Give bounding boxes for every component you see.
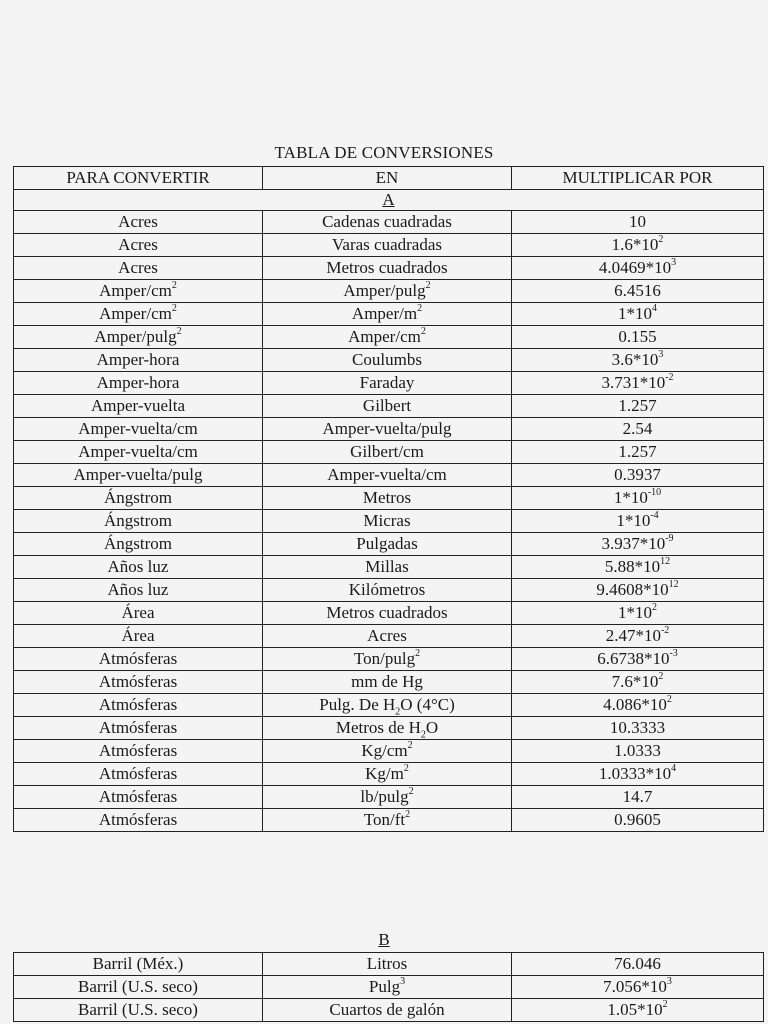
to-unit-cell: $Kg/cm^2$ (263, 740, 512, 763)
table-row (14, 533, 764, 556)
to-unit-cell: Cuartos de galón (263, 999, 512, 1022)
from-unit-cell: Amper/pulg$^2$ (14, 326, 263, 349)
table-row (14, 418, 764, 441)
table-row (14, 602, 764, 625)
table-row (14, 510, 764, 533)
factor-cell: 0.155 (512, 326, 764, 349)
from-unit-cell: Amper-vuelta/pulg (14, 464, 263, 487)
to-unit-cell: Varas cuadradas (263, 234, 512, 257)
to-unit-cell: Amper/$cm^2$ (263, 326, 512, 349)
table-row (14, 671, 764, 694)
to-unit-cell: Metros cuadrados (263, 602, 512, 625)
from-unit-cell: Años luz (14, 556, 263, 579)
from-unit-cell: Acres (14, 211, 263, 234)
table-row (14, 809, 764, 832)
factor-cell: 6.4516 (512, 280, 764, 303)
factor-cell: 0.3937 (512, 464, 764, 487)
to-unit-cell: Metros de $H_2O$ (263, 717, 512, 740)
header-para-convertir: PARA CONVERTIR (14, 167, 263, 190)
from-unit-cell: Acres (14, 234, 263, 257)
to-unit-cell: Amper/pulg$^2$ (263, 280, 512, 303)
table-row (14, 579, 764, 602)
table-row (14, 740, 764, 763)
from-unit-cell: Atmósferas (14, 671, 263, 694)
from-unit-cell: Acres (14, 257, 263, 280)
table-row (14, 763, 764, 786)
table-row (14, 349, 764, 372)
factor-cell: $1.6*10^2$ (512, 234, 764, 257)
table-row (14, 717, 764, 740)
from-unit-cell: Amper/$cm^2$ (14, 303, 263, 326)
from-unit-cell: Años luz (14, 579, 263, 602)
from-unit-cell: Barril (U.S. seco) (14, 999, 263, 1022)
table-row (14, 976, 764, 999)
header-row (14, 167, 764, 190)
to-unit-cell: Cadenas cuadradas (263, 211, 512, 234)
factor-cell: 14.7 (512, 786, 764, 809)
table-row (14, 303, 764, 326)
to-unit-cell: Micras (263, 510, 512, 533)
table-row (14, 999, 764, 1022)
section-a-row (14, 190, 764, 211)
from-unit-cell: Amper-vuelta (14, 395, 263, 418)
to-unit-cell: Amper-vuelta/cm (263, 464, 512, 487)
page-title: TABLA DE CONVERSIONES (274, 143, 494, 162)
section-a-body (14, 211, 764, 832)
conversion-table-a (13, 166, 764, 832)
from-unit-cell: Barril (U.S. seco) (14, 976, 263, 999)
table-row (14, 625, 764, 648)
factor-cell: $4.0469*10^3$ (512, 257, 764, 280)
to-unit-cell: $Kg/m^2$ (263, 763, 512, 786)
from-unit-cell: Área (14, 625, 263, 648)
factor-cell: 1.0333 (512, 740, 764, 763)
from-unit-cell: Ángstrom (14, 510, 263, 533)
section-b-body (14, 953, 764, 1022)
factor-cell: $3.937*10^{-9}$ (512, 533, 764, 556)
to-unit-cell: mm de Hg (263, 671, 512, 694)
factor-cell: $3.731*10^{-2}$ (512, 372, 764, 395)
table-row (14, 953, 764, 976)
from-unit-cell: Atmósferas (14, 740, 263, 763)
factor-cell: 76.046 (512, 953, 764, 976)
to-unit-cell: Amper-vuelta/pulg (263, 418, 512, 441)
from-unit-cell: Atmósferas (14, 694, 263, 717)
factor-cell: $1*10^2$ (512, 602, 764, 625)
factor-cell: $6.6738*10^{-3}$ (512, 648, 764, 671)
factor-cell: 0.9605 (512, 809, 764, 832)
from-unit-cell: Amper-vuelta/cm (14, 418, 263, 441)
to-unit-cell: Ton/pulg$^2$ (263, 648, 512, 671)
to-unit-cell: Metros (263, 487, 512, 510)
factor-cell: $5.88*10^{12}$ (512, 556, 764, 579)
from-unit-cell: Amper-hora (14, 349, 263, 372)
to-unit-cell: Litros (263, 953, 512, 976)
from-unit-cell: Barril (Méx.) (14, 953, 263, 976)
table-row (14, 464, 764, 487)
factor-cell: $1*10^{-4}$ (512, 510, 764, 533)
from-unit-cell: Atmósferas (14, 717, 263, 740)
table-row (14, 395, 764, 418)
from-unit-cell: Atmósferas (14, 763, 263, 786)
to-unit-cell: Gilbert (263, 395, 512, 418)
table-row (14, 441, 764, 464)
to-unit-cell: Acres (263, 625, 512, 648)
to-unit-cell: Faraday (263, 372, 512, 395)
factor-cell: $1.0333*10^4$ (512, 763, 764, 786)
to-unit-cell: Pulg$^3$ (263, 976, 512, 999)
section-b-letter: B (378, 930, 390, 949)
factor-cell: $1*10^{-10}$ (512, 487, 764, 510)
table-row (14, 280, 764, 303)
table-row (14, 786, 764, 809)
to-unit-cell: Amper/$m^2$ (263, 303, 512, 326)
from-unit-cell: Atmósferas (14, 809, 263, 832)
header-multiplicar-por: MULTIPLICAR POR (512, 167, 764, 190)
from-unit-cell: Atmósferas (14, 648, 263, 671)
from-unit-cell: Amper-hora (14, 372, 263, 395)
factor-cell: $2.47*10^{-2}$ (512, 625, 764, 648)
from-unit-cell: Área (14, 602, 263, 625)
table-row (14, 648, 764, 671)
to-unit-cell: lb/pulg$^2$ (263, 786, 512, 809)
table-row (14, 211, 764, 234)
to-unit-cell: Coulumbs (263, 349, 512, 372)
to-unit-cell: Metros cuadrados (263, 257, 512, 280)
table-row (14, 234, 764, 257)
from-unit-cell: Ángstrom (14, 487, 263, 510)
to-unit-cell: Gilbert/cm (263, 441, 512, 464)
to-unit-cell: Ton/$ft^2$ (263, 809, 512, 832)
table-row (14, 694, 764, 717)
table-row (14, 556, 764, 579)
section-a-letter: A (382, 190, 395, 209)
from-unit-cell: Atmósferas (14, 786, 263, 809)
factor-cell: 1.257 (512, 441, 764, 464)
to-unit-cell: Pulgadas (263, 533, 512, 556)
table-row (14, 372, 764, 395)
factor-cell: $1*10^4$ (512, 303, 764, 326)
factor-cell: 2.54 (512, 418, 764, 441)
factor-cell: $1.05*10^2$ (512, 999, 764, 1022)
factor-cell: $7.6*10^2$ (512, 671, 764, 694)
from-unit-cell: Ángstrom (14, 533, 263, 556)
from-unit-cell: Amper-vuelta/cm (14, 441, 263, 464)
from-unit-cell: Amper/$cm^2$ (14, 280, 263, 303)
factor-cell: $4.086*10^2$ (512, 694, 764, 717)
factor-cell: 10.3333 (512, 717, 764, 740)
factor-cell: $9.4608*10^{12}$ (512, 579, 764, 602)
table-row (14, 326, 764, 349)
factor-cell: $7.056*10^3$ (512, 976, 764, 999)
factor-cell: 1.257 (512, 395, 764, 418)
conversion-table-b (13, 952, 764, 1022)
to-unit-cell: Kilómetros (263, 579, 512, 602)
factor-cell: $3.6*10^3$ (512, 349, 764, 372)
to-unit-cell: Millas (263, 556, 512, 579)
to-unit-cell: Pulg. De $H_2O$ (4°C) (263, 694, 512, 717)
factor-cell: 10 (512, 211, 764, 234)
header-en: EN (263, 167, 512, 190)
table-row (14, 487, 764, 510)
table-row (14, 257, 764, 280)
